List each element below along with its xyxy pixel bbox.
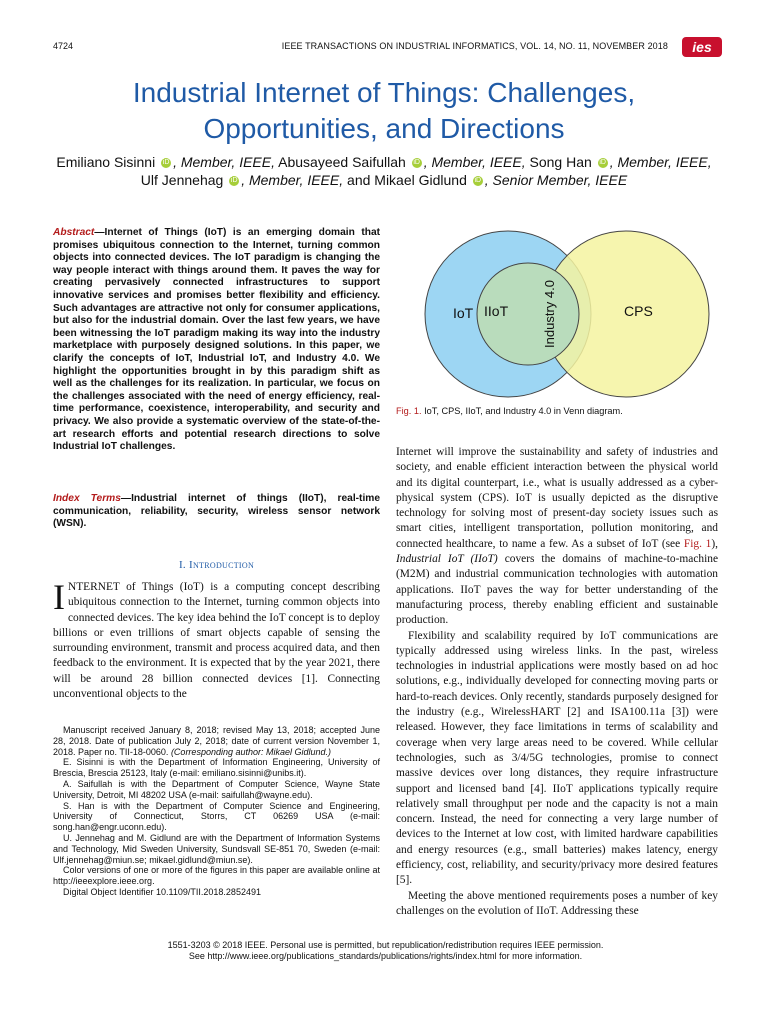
body-text: ), (711, 537, 718, 550)
author-role: , Member, IEEE, (173, 154, 276, 170)
title-line-1: Industrial Internet of Things: Challenges, (132, 77, 636, 108)
footnote-affiliation: E. Sisinni is with the Department of Information Engineering, University of Brescia, Brescia 25123, Italy (e-mail: emiliano.sisinni@unibs.it). (53, 757, 380, 779)
author-line-1 (50, 153, 718, 171)
body-text: Internet will improve the sustainability and safety of industries and society, and enable efficient interaction between the physical world and its digital counterpart, i.e., what is usually addressed as a cyber-physical system (CPS). IoT is usually depicted as the disruptive technology for solving most of present-day society issues such as smart cities, intelligent transportation, pollution monitoring, and connected healthcare, to name a few. As a subset of IoT (see (396, 446, 718, 550)
caption-text: IoT, CPS, IIoT, and Industry 4.0 in Venn diagram. (424, 406, 623, 416)
right-column-body (396, 445, 718, 919)
body-emphasis: Industrial IoT (IIoT) (396, 553, 498, 566)
footnote-affiliation: A. Saifullah is with the Department of Computer Science, Wayne State University, Detroit, MI 48202 USA (e-mail: saifullah@wayne.edu). (53, 778, 380, 800)
author-role: , Member, IEEE, (241, 172, 344, 188)
body-paragraph: Meeting the above mentioned requirements poses a number of key challenges on the evolution of IIoT. Addressing these (396, 889, 718, 917)
label-cps: CPS (624, 303, 653, 319)
label-iot: IoT (453, 305, 474, 321)
copyright-line-2: See http://www.ieee.org/publications_standards/publications/rights/index.html for more information. (188, 951, 583, 961)
orcid-icon[interactable]: iD (162, 159, 170, 166)
section-numeral: I. (178, 559, 186, 571)
paper-title (50, 75, 718, 147)
orcid-icon[interactable]: iD (230, 177, 238, 184)
drop-cap: I (53, 577, 65, 617)
author-name: Emiliano Sisinni (56, 154, 156, 170)
abstract-label: Abstract (53, 227, 95, 238)
figure-label: Fig. 1. (396, 406, 422, 416)
logo-text: ies (692, 39, 712, 55)
label-industry: Industry 4.0 (542, 280, 557, 348)
copyright-line-1: 1551-3203 © 2018 IEEE. Personal use is permitted, but republication/redistribution requires IEEE permission. (167, 940, 604, 950)
section-heading (53, 559, 380, 571)
label-iiot: IIoT (484, 303, 509, 319)
author-role: , Member, IEEE, (423, 154, 526, 170)
author-role: , Senior Member, IEEE (484, 172, 628, 188)
ies-logo (682, 34, 722, 60)
author-name: Abusayeed Saifullah (278, 154, 406, 170)
orcid-icon[interactable]: iD (413, 159, 420, 166)
body-paragraph (396, 445, 718, 629)
title-line-2: Opportunities, and Directions (203, 113, 565, 144)
orcid-icon[interactable]: iD (474, 177, 482, 184)
footnote-manuscript (53, 725, 380, 757)
footnote-text: Manuscript received January 8, 2018; revised May 13, 2018; accepted June 28, 2018. Date of publication July 2, 2018; date of current version November 1, 2018. Paper no. TII-18-0060. (53, 725, 380, 757)
section-title: Introduction (189, 559, 255, 571)
index-terms-text: —Industrial internet of things (IIoT), real-time communication, reliability, security, wireless sensor network (WSN). (53, 493, 380, 530)
journal-header: IEEE TRANSACTIONS ON INDUSTRIAL INFORMATICS, VOL. 14, NO. 11, NOVEMBER 2018 (281, 41, 668, 51)
intro-paragraph (53, 577, 380, 702)
orcid-icon[interactable]: iD (599, 159, 606, 166)
author-name: Mikael Gidlund (374, 172, 467, 188)
author-name: Ulf Jennehag (140, 172, 224, 188)
author-name: Song Han (529, 154, 592, 170)
abstract-text: —Internet of Things (IoT) is an emerging domain that promises ubiquitous connection to the Internet, turning common objects into connected devices. The IoT paradigm is changing the way people interact with things around them. It paves the way for creating pervasively connected infrastructures to support innovative services and promises better flexibility and efficiency. Such advantages are attractive not only for consumer applications, but also for the industrial domain. Over the last few years, we have been witnessing the IoT paradigm making its way into the industry marketplace with purposely designed solutions. In this paper, we clarify the concepts of IoT, Industrial IoT, and Industry 4.0. We highlight the opportunities brought in by this paradigm shift as well as the challenges for its realization. In particular, we focus on the challenges associated with the need of energy efficiency, real-time performance, coexistence, interoperability, and security and privacy. We also provide a systematic overview of the state-of-the-art research efforts and potential research directions to solve Industrial IoT challenges. (53, 227, 380, 453)
footnote-affiliation: S. Han is with the Department of Computer Science and Engineering, University of Connecticut, Storrs, CT 06269 USA (e-mail: song.han@engr.uconn.edu). (53, 800, 380, 833)
footnote-color: Color versions of one or more of the figures in this paper are available online at http://ieeexplore.ieee.org. (53, 865, 380, 887)
copyright-notice (53, 940, 718, 962)
index-terms (53, 493, 380, 531)
index-terms-label: Index Terms (53, 493, 121, 504)
figure-caption (396, 406, 718, 416)
abstract (53, 227, 380, 454)
author-list (50, 153, 718, 189)
footnote-doi: Digital Object Identifier 10.1109/TII.2018.2852491 (63, 886, 261, 897)
author-role: , Member, IEEE, (609, 154, 712, 170)
page-number: 4724 (53, 41, 74, 51)
author-conjunction: and (347, 172, 371, 188)
figure-reference-link[interactable]: Fig. 1 (683, 537, 712, 550)
footnotes (53, 725, 380, 898)
body-text: covers the domains of machine-to-machine (M2M) and industrial communication technologies with automation applications. IIoT paves the way for better understanding of the manufacturing process, thereby enabling efficient and sustainable production. (396, 553, 718, 627)
intro-text: NTERNET of Things (IoT) is a computing concept describing ubiquitous connection to the Internet, turning common objects into connected devices. The key idea behind the IoT concept is to deploy billions or even trillions of smart objects capable of sensing the surrounding environment, transmit and process acquired data, and then feedback to the environment. It is expected that by the year 2021, there will be around 28 billion connected devices [1]. Connecting unconventional objects to the (53, 581, 380, 701)
body-paragraph: Flexibility and scalability required by IoT communications are typically addressed using wireless links. In the past, wireless technologies in industrial applications were mostly based on ad hoc solutions, e.g., individually developed for connecting moving parts or hard-to-reach devices. Only recently, standards purposely designed for the industry (e.g., WirelessHART [2] and ISA100.11a [3]) were released. However, they face limitations in terms of scalability and coverage when very large areas need to be covered. While cellular technologies, such as 3/4/5G technologies, promise to connect massive devices over long distances, they require infrastructure support and licensed band [4]. IIoT applications typically require relatively small throughput per node and the capacity is not a main concern. Instead, the need for connecting a very large number of devices to the Internet at low cost, with limited hardware capabilities and energy resources (e.g., small batteries) makes latency, energy efficiency, cost, reliability, and security/privacy more desired features [5]. (396, 629, 718, 887)
venn-diagram (412, 222, 712, 402)
author-line-2 (50, 171, 718, 189)
corresponding-author: (Corresponding author: Mikael Gidlund.) (170, 746, 332, 757)
footnote-affiliation: U. Jennehag and M. Gidlund are with the Department of Information Systems and Technology, Mid Sweden University, Sundsvall SE-851 70, Sweden (e-mail: Ulf.jennehag@miun.se; mikael.gidlund@miun.se). (53, 832, 380, 865)
